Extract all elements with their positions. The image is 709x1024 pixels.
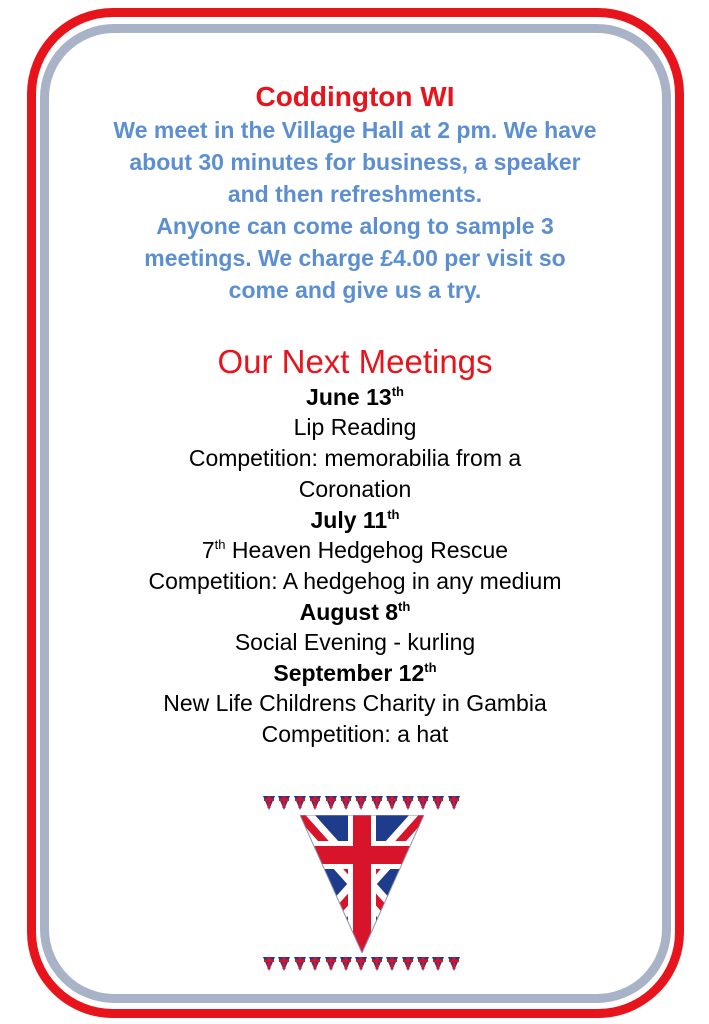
- bunting-pennant-icon: [309, 796, 321, 810]
- meeting-september: [60, 658, 650, 750]
- union-jack-bunting-top-icon: [263, 796, 463, 810]
- bunting-pennant-icon: [355, 796, 367, 810]
- bunting-pennant-icon: [325, 796, 337, 810]
- bunting-pennant-icon: [309, 957, 321, 971]
- bunting-pennant-icon: [448, 796, 460, 810]
- meeting-competition: Competition: A hedgehog in any medium: [148, 568, 562, 594]
- meeting-july: [60, 505, 650, 597]
- bunting-pennant-icon: [278, 957, 290, 971]
- bunting-pennant-icon: [340, 957, 352, 971]
- intro-text: [60, 114, 650, 306]
- bunting-pennant-icon: [294, 957, 306, 971]
- bunting-pennant-icon: [263, 796, 275, 810]
- bunting-pennant-icon: [278, 796, 290, 810]
- bunting-pennant-icon: [263, 957, 275, 971]
- meeting-speaker: New Life Childrens Charity in Gambia: [163, 690, 547, 716]
- meeting-june: [60, 382, 650, 505]
- intro-line: come and give us a try.: [228, 277, 482, 303]
- intro-line: and then refreshments.: [227, 181, 483, 207]
- bunting-pennant-icon: [355, 957, 367, 971]
- bunting-pennant-icon: [340, 796, 352, 810]
- bunting-pennant-icon: [294, 796, 306, 810]
- poster-content: [60, 80, 650, 750]
- poster-title: Coddington WI: [255, 81, 455, 112]
- bunting-pennant-icon: [386, 796, 398, 810]
- bunting-pennant-icon: [448, 957, 460, 971]
- bunting-pennant-icon: [402, 957, 414, 971]
- intro-line: We meet in the Village Hall at 2 pm. We have: [113, 117, 597, 143]
- bunting-pennant-icon: [325, 957, 337, 971]
- meeting-speaker: Social Evening - kurling: [234, 629, 476, 655]
- meeting-date: August 8th: [299, 599, 411, 625]
- union-jack-pennant-icon: [300, 815, 424, 953]
- intro-line: Anyone can come along to sample 3: [156, 213, 554, 239]
- meeting-competition: Competition: memorabilia from a: [188, 445, 522, 471]
- bunting-pennant-icon: [417, 957, 429, 971]
- bunting-pennant-icon: [432, 796, 444, 810]
- intro-line: meetings. We charge £4.00 per visit so: [144, 245, 566, 271]
- bunting-pennant-icon: [386, 957, 398, 971]
- next-meetings-heading: Our Next Meetings: [217, 343, 493, 380]
- meeting-date: July 11th: [310, 507, 400, 533]
- intro-line: about 30 minutes for business, a speaker: [129, 149, 581, 175]
- meeting-august: [60, 597, 650, 658]
- meeting-speaker: Lip Reading: [293, 414, 417, 440]
- union-jack-bunting-bottom-icon: [263, 957, 463, 971]
- meeting-speaker: 7th Heaven Hedgehog Rescue: [201, 537, 509, 563]
- meeting-date: September 12th: [273, 660, 437, 686]
- bunting-pennant-icon: [402, 796, 414, 810]
- bunting-pennant-icon: [371, 957, 383, 971]
- meeting-date: June 13th: [306, 384, 404, 410]
- bunting-pennant-icon: [371, 796, 383, 810]
- meeting-competition: Competition: a hat: [261, 721, 449, 747]
- bunting-pennant-icon: [417, 796, 429, 810]
- meeting-competition-cont: Coronation: [298, 476, 412, 502]
- bunting-pennant-icon: [432, 957, 444, 971]
